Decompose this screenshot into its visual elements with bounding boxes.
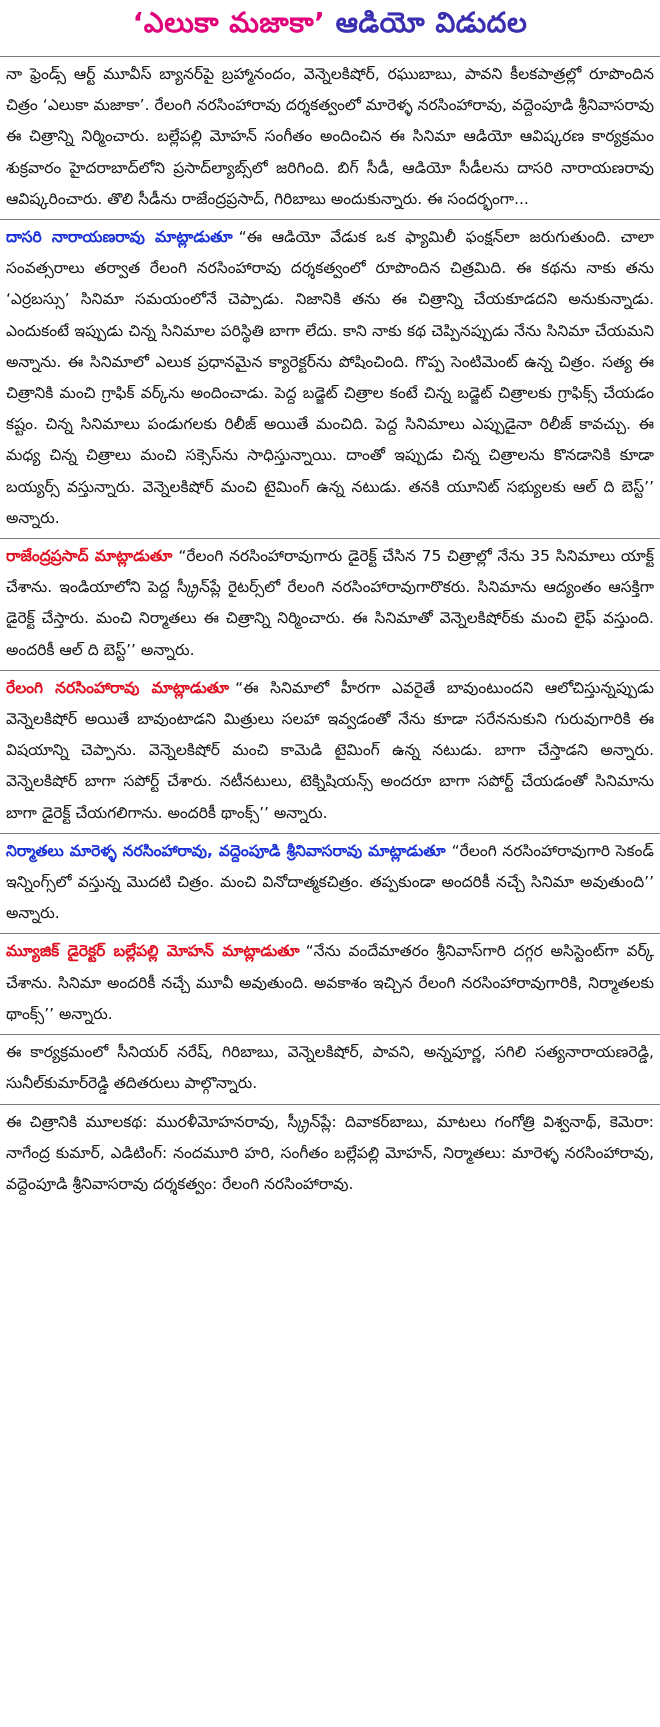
paragraph-text: “రేలంగి నరసింహారావుగారి సెకండ్ ఇన్నింగ్స్‌లో వస్తున్న మొదటి చిత్రం. మంచి వినోదాత్మకచిత్రం. తప్పకుండా అందరికీ నచ్చే సినిమా అవుతుంది’’ అన్నారు.	[6, 841, 654, 923]
article-paragraph	[0, 933, 660, 1034]
article-paragraph	[0, 538, 660, 670]
paragraph-text: “నేను వందేమాతరం శ్రీనివాస్‌గారి దగ్గర అసిస్టెంట్‌గా వర్క్ చేశాను. సినిమా అందరికీ నచ్చే మూవీ అవుతుంది. అవకాశం ఇచ్చిన రేలంగి నరసింహారావుగారికి, నిర్మాతలకు థాంక్స్’’ అన్నారు.	[6, 942, 654, 1023]
speaker-name: దాసరి నారాయణరావు మాట్లాడుతూ	[6, 228, 233, 247]
article-paragraph	[0, 670, 660, 833]
paragraph-text: “ఈ ఆడియో వేడుక ఒక ఫ్యామిలీ ఫంక్షన్‌లా జరుగుతుంది. చాలా సంవత్సరాలు తర్వాత రేలంగి నరసింహారావు దర్శకత్వంలో రూపొందిన చిత్రమిది. ఈ కథను నాకు తను ‘ఎర్రబస్సు’ సినిమా సమయంలోనే చెప్పాడు. నిజానికి తను ఈ చిత్రాన్ని చేయకూడదని అనుకున్నాడు. ఎందుకంటే ఇప్పుడు చిన్న సినిమాల పరిస్థితి బాగా లేదు. కాని నాకు కథ చెప్పినప్పుడు నేను సినిమా చేయమని అన్నాను. ఈ సినిమాలో ఎలుక ప్రధానమైన క్యారెక్టర్‌ను పోషించింది. గొప్ప సెంటిమెంట్ ఉన్న చిత్రం. సత్య ఈ చిత్రానికి మంచి గ్రాఫిక్ వర్క్‌ను అందించాడు. పెద్ద బడ్జెట్ చిత్రాల కంటే చిన్న బడ్జెట్ చిత్రాలకు గ్రాఫిక్స్ చేయడం కష్టం. చిన్న సినిమాలు పండుగలకు రిలీజ్ అయితే మంచిది. పెద్ద సినిమాలు ఎప్పుడైనా రిలీజ్ కావచ్చు. ఈ మధ్య చిన్న చిత్రాలు మంచి సక్సెస్‌ను సాధిస్తున్నాయి. దాంతో ఇప్పుడు చిన్న చిత్రాలను కొనడానికి కూడా బయ్యర్స్ వస్తున్నారు. వెన్నెలకిషోర్ మంచి టైమింగ్ ఉన్న నటుడు. తనకి యూనిట్ సభ్యులకు ఆల్ ది బెస్ట్’’ అన్నారు.	[6, 228, 654, 527]
headline-bar	[0, 0, 660, 53]
article-paragraph	[0, 833, 660, 934]
paragraph-text: ఈ చిత్రానికి మూలకథ: మురళీమోహనరావు, స్క్రీన్‌ప్లే: దివాకర్‌బాబు, మాటలు గంగోత్రి విశ్వనాథ్, కెమెరా: నాగేంద్ర కుమార్, ఎడిటింగ్: నందమూరి హరి, సంగీతం బల్లేపల్లి మోహన్, నిర్మాతలు: మారెళ్ళ నరసింహారావు, వద్దెంపూడి శ్రీనివాసరావు దర్శకత్వం: రేలంగి నరసింహారావు.	[6, 1112, 654, 1193]
paragraph-text: “ఈ సినిమాలో హీరగా ఎవరైతే బావుంటుందని ఆలోచిస్తున్నప్పుడు వెన్నెలకిషోర్ అయితే బావుంటాడని మిత్రులు సలహా ఇవ్వడంతో నేను కూడా సరేననుకుని గురువుగారికి ఈ విషయాన్ని చెప్పాను. వెన్నెలకిషోర్ మంచి కామెడి టైమింగ్ ఉన్న నటుడు. బాగా చేస్తాడని అన్నారు. వెన్నెలకిషోర్ బాగా సపోర్ట్ చేశారు. నటీనటులు, టెక్నిషియన్స్ అందరూ బాగా సపోర్ట్ చేయడంతో సినిమాను బాగా డైరెక్ట్ చేయగలిగాను. అందరికీ థాంక్స్’’ అన్నారు.	[6, 678, 654, 822]
speaker-name: మ్యూజిక్ డైరెక్టర్ బల్లేపల్లి మోహన్ మాట్లాడుతూ	[6, 942, 300, 961]
article-paragraph	[0, 219, 660, 538]
paragraph-text: నా ఫ్రెండ్స్ ఆర్ట్ మూవీస్ బ్యానర్‌పై బ్రహ్మానందం, వెన్నెలకిషోర్, రఘుబాబు, పావని కీలకపాత్రల్లో రూపొందిన చిత్రం ‘ఎలుకా మజాకా’. రేలంగి నరసింహారావు దర్శకత్వంలో మారెళ్ళ నరసింహారావు, వద్దెంపూడి శ్రీనివాసరావు ఈ చిత్రాన్ని నిర్మించారు. బల్లేపల్లి మోహన్ సంగీతం అందించిన ఈ సినిమా ఆడియో ఆవిష్కరణ కార్యక్రమం శుక్రవారం హైదరాబాద్‌లోని ప్రసాద్‌ల్యాబ్స్‌లో జరిగింది. బిగ్ సీడీ, ఆడియో సీడీలను దాసరి నారాయణరావు ఆవిష్కరించారు. తొలి సీడీను రాజేంద్రప్రసాద్, గిరిబాబు అందుకున్నారు. ఈ సందర్భంగా...	[6, 65, 654, 208]
paragraph-text: “రేలంగి నరసింహారావుగారు డైరెక్ట్ చేసిన 75 చిత్రాల్లో నేను 35 సినిమాలు యాక్ట్ చేశాను. ఇండియాలోని పెద్ద స్క్రీన్‌ప్లే రైటర్స్‌లో రేలంగి నరసింహారావుగారొకరు. సినిమాను ఆద్యంతం ఆసక్తిగా డైరెక్ట్ చేస్తారు. మంచి నిర్మాతలు ఈ చిత్రాన్ని నిర్మించారు. ఈ సినిమాతో వెన్నెలకిషోర్‌కు మంచి లైఫ్ వస్తుంది. అందరికీ ఆల్ ది బెస్ట్’’ అన్నారు.	[6, 547, 655, 659]
headline-title: ఆడియో విడుదల	[335, 6, 528, 39]
speaker-name: రాజేంద్రప్రసాద్ మాట్లాడుతూ	[6, 547, 173, 566]
speaker-name: నిర్మాతలు మారెళ్ళ నరసింహారావు, వద్దెంపూడి శ్రీనివాసరావు మాట్లాడుతూ	[6, 841, 446, 860]
page-title	[133, 6, 528, 46]
article-body	[0, 56, 660, 1727]
headline-quoted-title: ‘ఎలుకా మజాకా’	[132, 6, 326, 39]
paragraph-text: ఈ కార్యక్రమంలో సీనియర్ నరేష్, గిరిబాబు, వెన్నెలకిషోర్, పావని, అన్నపూర్ణ, సగిలి సత్యనారాయణరెడ్డి, సునీల్‌కుమార్‌రెడ్డి తదితరులు పాల్గొన్నారు.	[6, 1043, 654, 1093]
speaker-name: రేలంగి నరసింహారావు మాట్లాడుతూ	[6, 678, 230, 697]
article-paragraph	[0, 1034, 660, 1103]
article-paragraph	[0, 1104, 660, 1205]
article-paragraph	[0, 56, 660, 219]
